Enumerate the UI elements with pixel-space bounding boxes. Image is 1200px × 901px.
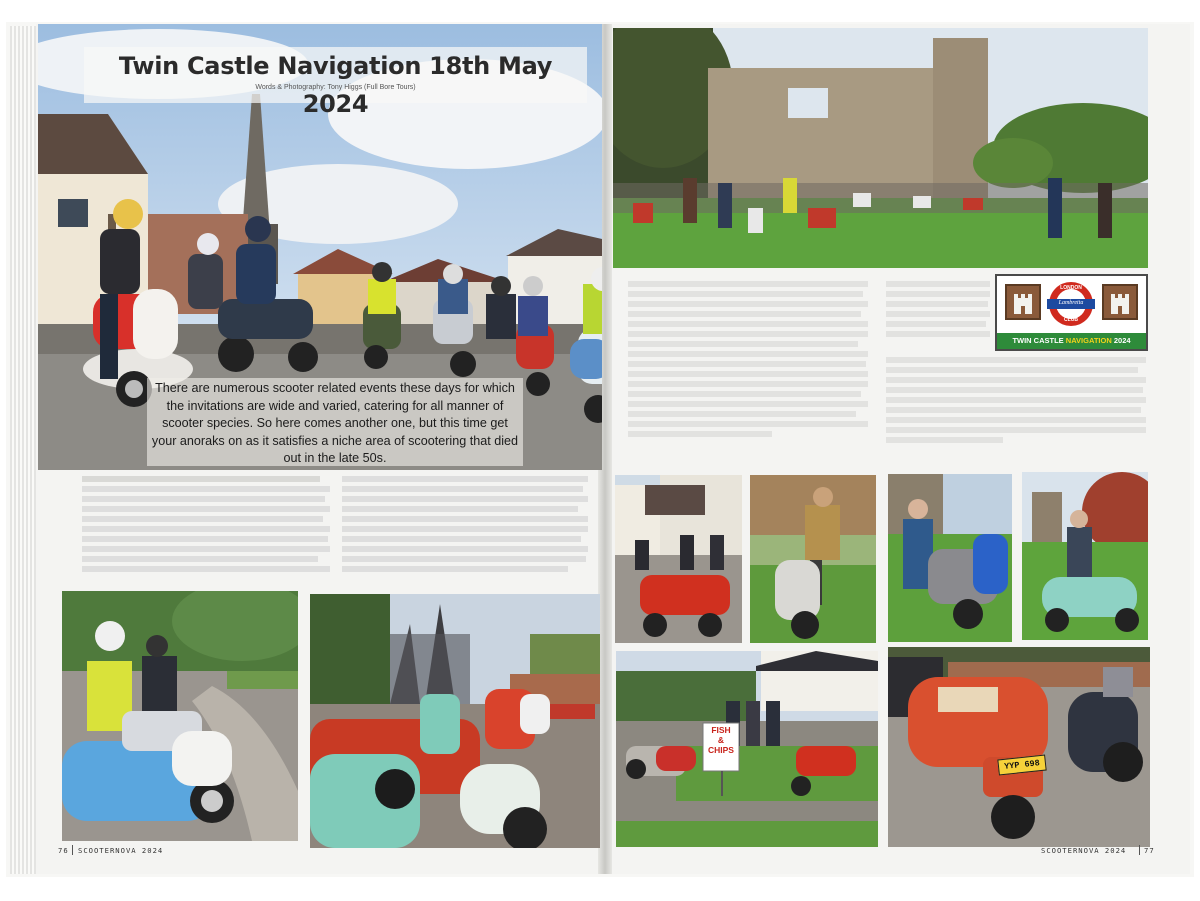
article-title: Twin Castle Navigation 18th May 2024 (118, 52, 553, 118)
photo-scooters-at-gates (310, 594, 600, 848)
body-text-column-3 (628, 277, 868, 457)
fish-and-chips-sign (703, 725, 739, 755)
number-plate: YYP 698 (997, 755, 1046, 776)
body-text-column-1 (82, 474, 330, 586)
photo-orange-lambretta-closeup (888, 647, 1150, 847)
body-text-column-2 (342, 474, 588, 586)
photo-rider-with-blue-scooters (888, 474, 1012, 642)
lambretta-club-roundel (1047, 280, 1095, 328)
castle-icon (1005, 284, 1041, 320)
banner-text-white: TWIN CASTLE (1012, 336, 1064, 345)
photo-rider-with-mint-scooter (1022, 472, 1148, 640)
sign-line-1: FISH (711, 725, 731, 735)
roundel-top-text: LONDON (1060, 285, 1082, 291)
logo-emblem-area (997, 276, 1146, 331)
castle-icon (1102, 284, 1138, 320)
banner-year: 2024 (1113, 336, 1131, 345)
photo-rider-with-silver-scooter (750, 475, 876, 643)
sign-line-3: CHIPS (708, 745, 734, 755)
right-magazine-name: SCOOTERNOVA 2024 (1041, 846, 1127, 855)
body-text-column-5 (886, 353, 1146, 457)
roundel-bar-text: Lambretta (1058, 300, 1084, 306)
page-edges (10, 26, 36, 874)
photo-castle-ruins-scooters (613, 28, 1148, 268)
article-byline: Words & Photography: Tony Higgs (Full Bore Tours) (255, 84, 416, 91)
left-page-number: 76 (58, 846, 69, 855)
twin-castle-navigation-logo (995, 274, 1148, 351)
intro-caption: There are numerous scooter related events these days for which the invitations are wide and varied, catering for all manner of scooter species. So here comes another one, but this time get your anoraks on as it satisfies a niche area of scootering that died out in the late 50s. (151, 381, 519, 465)
folio-divider (72, 845, 73, 855)
photo-blue-scooter-rider-hi-vis (62, 591, 298, 841)
right-page-number: 77 (1144, 846, 1155, 855)
banner-text-yellow: NAVIGATION (1065, 336, 1112, 345)
photo-red-scooters-street (615, 475, 742, 643)
folio-divider (1139, 845, 1140, 855)
logo-banner (997, 333, 1146, 349)
sign-line-2: & (717, 735, 725, 745)
photo-fish-and-chips-stop (616, 651, 878, 847)
roundel-bottom-text: CLUB (1064, 317, 1078, 323)
left-magazine-name: SCOOTERNOVA 2024 (78, 846, 164, 855)
